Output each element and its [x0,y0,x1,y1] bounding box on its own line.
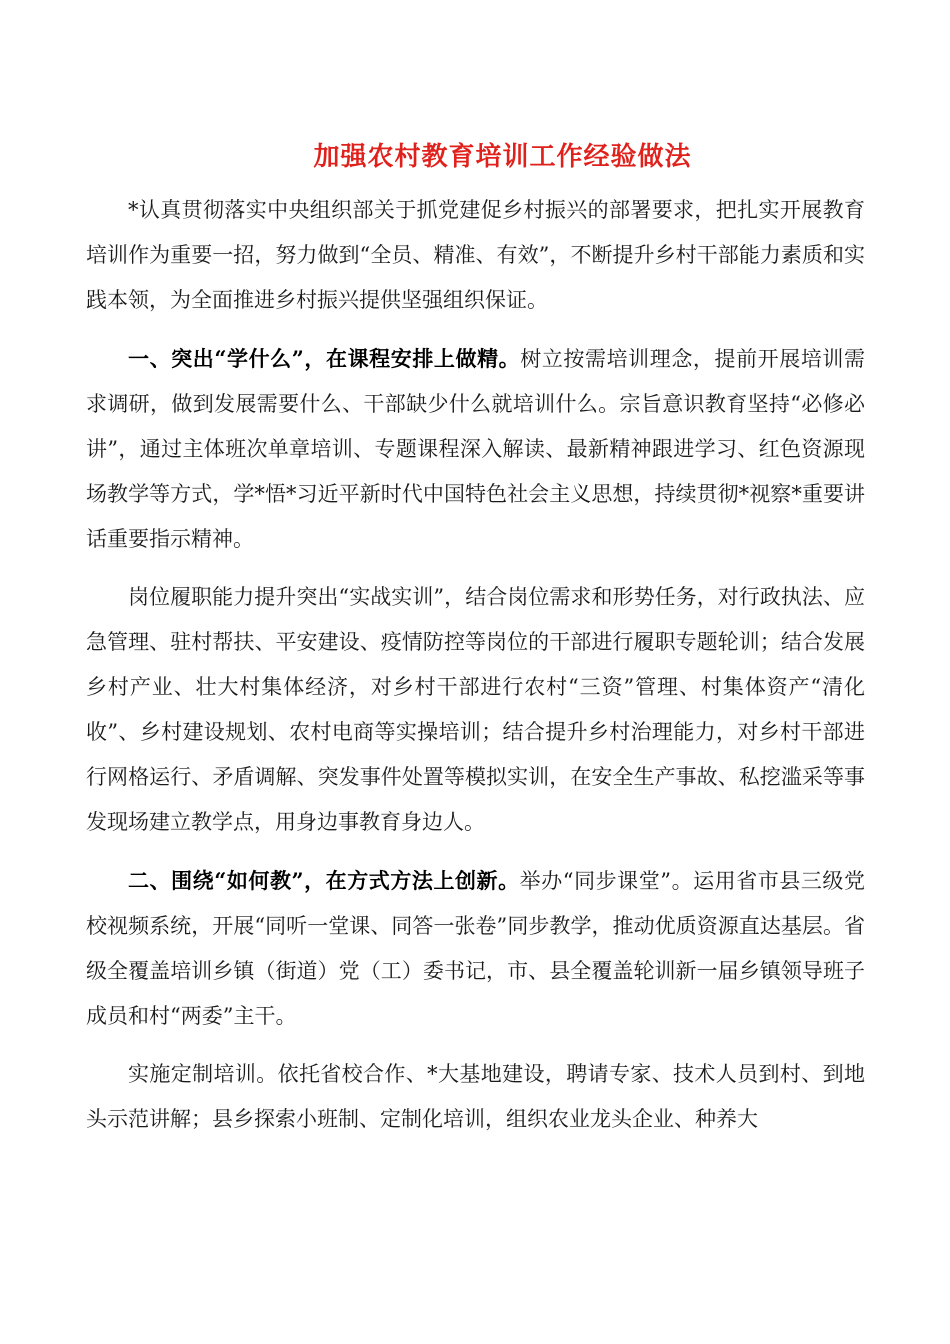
paragraph-section-one [86,336,865,562]
paragraph-section-two [86,858,865,1039]
section-heading: 一、突出“学什么”，在课程安排上做精。 [128,346,521,371]
paragraph-intro [86,188,865,323]
paragraph-job-ability [86,575,865,845]
paragraph-text: 树立按需培训理念，提前开展培训需求调研，做到发展需要什么、干部缺少什么就培训什么。宗旨意识教育坚持“必修必讲”，通过主体班次单章培训、专题课程深入解读、最新精神跟进学习、红色资源现场教学等方式，学*悟*习近平新时代中国特色社会主义思想，持续贯彻*视察*重要讲话重要指示精神。 [86,347,865,551]
document-title: 加强农村教育培训工作经验做法 [313,142,692,172]
paragraph-text: *认真贯彻落实中央组织部关于抓党建促乡村振兴的部署要求，把扎实开展教育培训作为重要一招，努力做到“全员、精准、有效”，不断提升乡村干部能力素质和实践本领，为全面推进乡村振兴提供坚强组织保证。 [86,198,865,312]
document-body [86,188,865,1142]
paragraph-custom-training [86,1052,865,1142]
paragraph-text: 岗位履职能力提升突出“实战实训”，结合岗位需求和形势任务，对行政执法、应急管理、驻村帮扶、平安建设、疫情防控等岗位的干部进行履职专题轮训；结合发展乡村产业、壮大村集体经济，对乡村干部进行农村“三资”管理、村集体资产“清化收”、乡村建设规划、农村电商等实操培训；结合提升乡村治理能力，对乡村干部进行网格运行、矛盾调解、突发事件处置等模拟实训，在安全生产事故、私挖滥采等事发现场建立教学点，用身边事教育身边人。 [86,585,865,834]
paragraph-text: 实施定制培训。依托省校合作、*大基地建设，聘请专家、技术人员到村、到地头示范讲解；县乡探索小班制、定制化培训，组织农业龙头企业、种养大 [86,1062,865,1131]
paragraph-text: 举办“同步课堂”。运用省市县三级党校视频系统，开展“同听一堂课、同答一张卷”同步教学，推动优质资源直达基层。省级全覆盖培训乡镇（街道）党（工）委书记，市、县全覆盖轮训新一届乡镇领导班子成员和村“两委”主干。 [86,869,865,1028]
section-heading: 二、围绕“如何教”，在方式方法上创新。 [128,868,520,893]
